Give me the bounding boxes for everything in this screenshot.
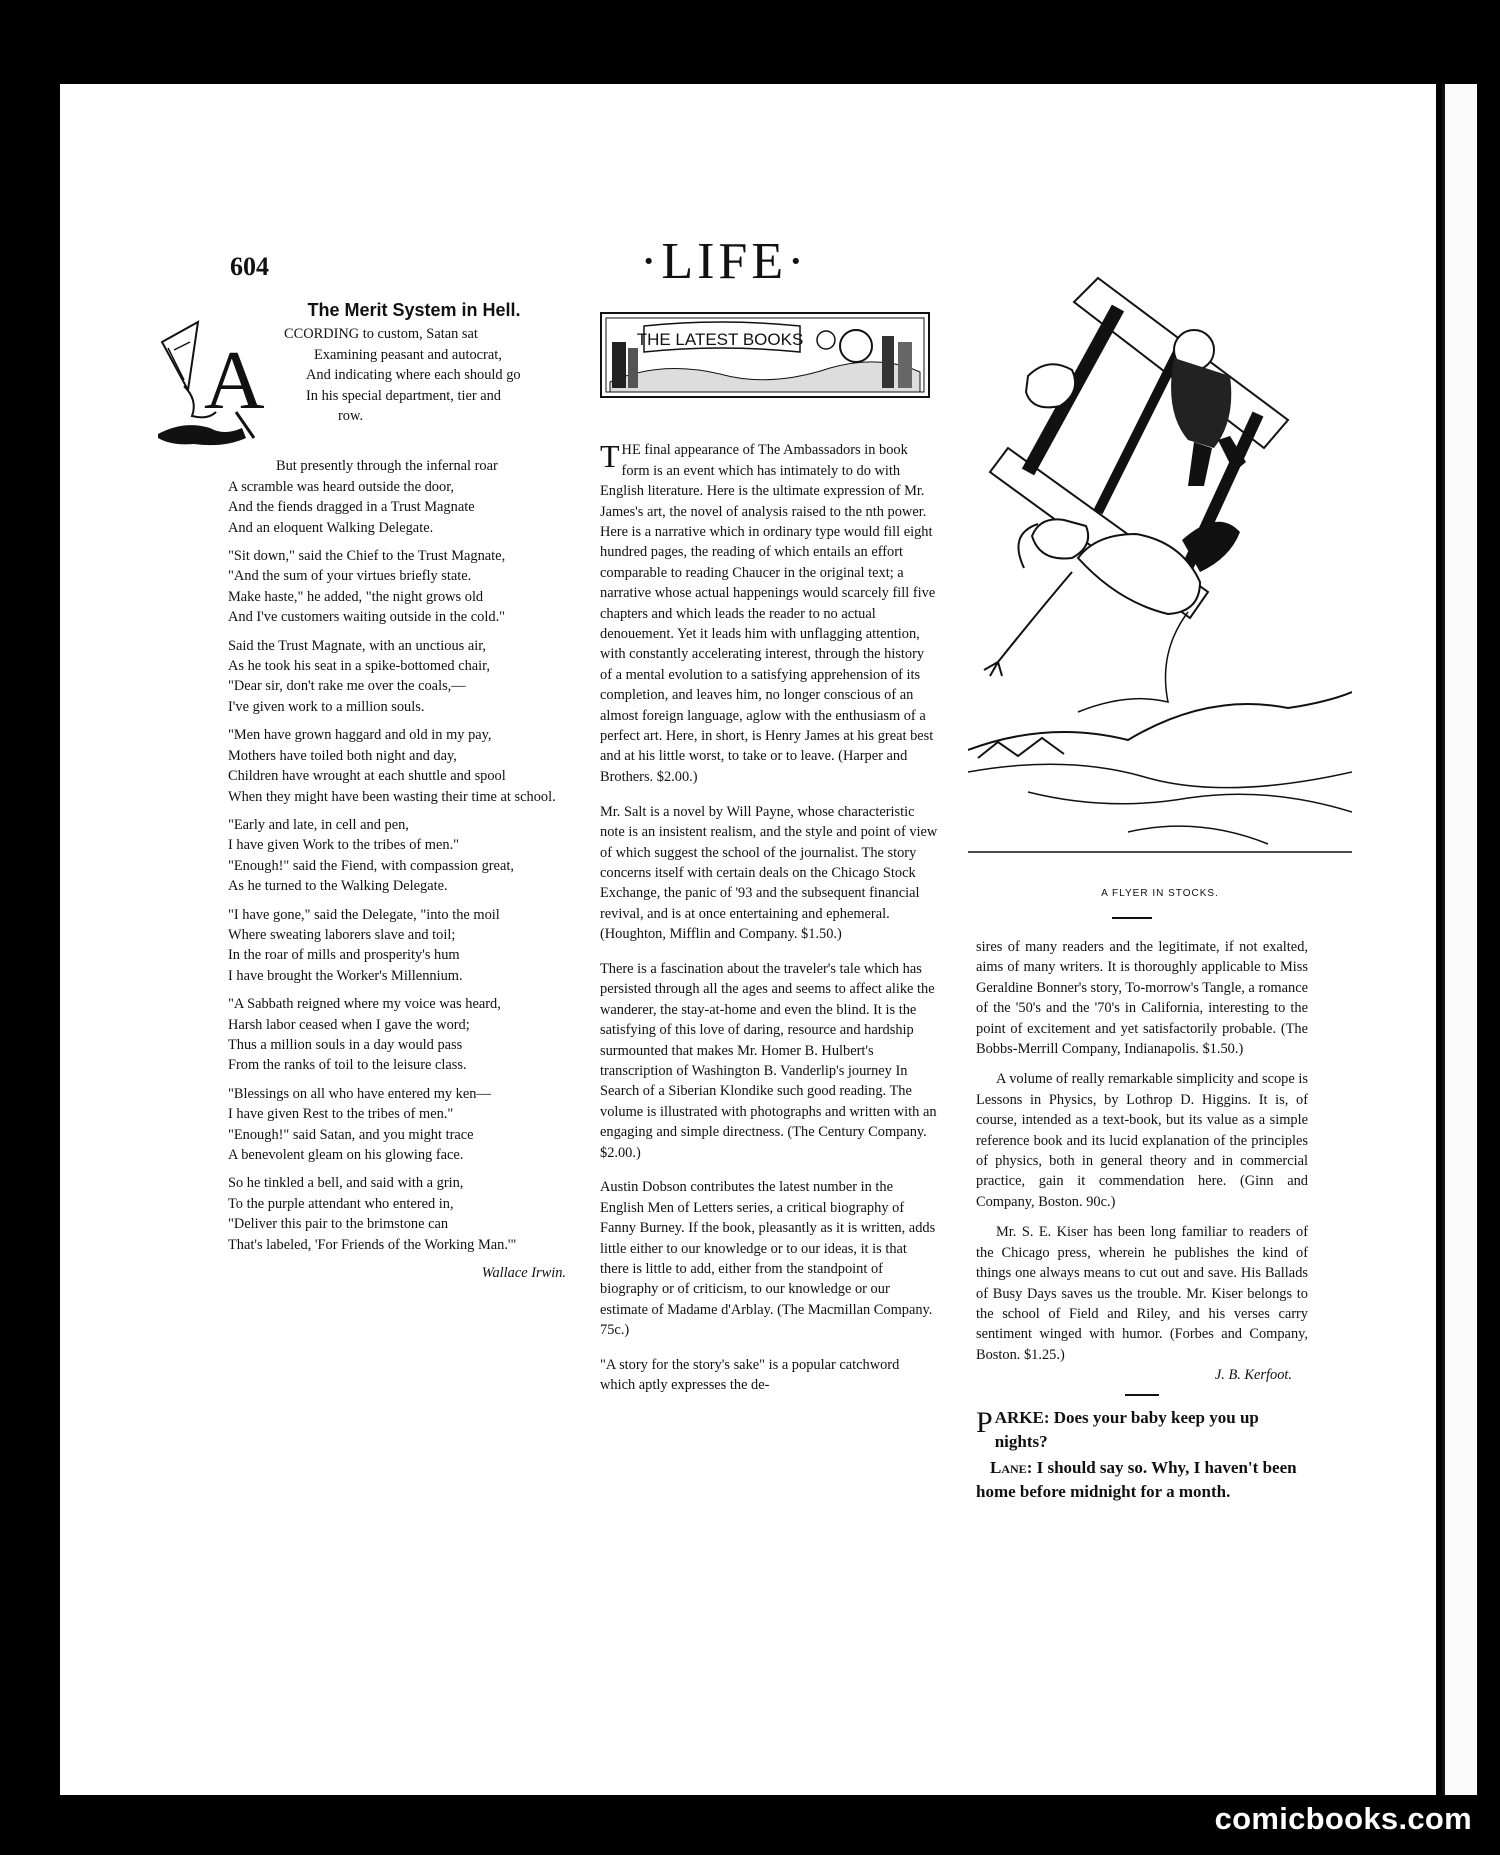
joke-question <box>976 1406 1308 1454</box>
poem-line: "Dear sir, don't rake me over the coals,— <box>228 678 466 695</box>
book-review: sires of many readers and the legitimate, if not exalted, aims of many writers. It is thoroughly applicable to Miss Geraldine Bonner's story, To-morrow's Tangle, a romance of the '50's and the '70's in California, interesting to the point of excitement and yet satisfactorily probable. (The Bobbs-Merrill Company, Indianapolis. $1.50.) <box>976 939 1308 1058</box>
flyer-in-stocks-illustration <box>968 272 1352 860</box>
poem-line: When they might have been wasting their time at school. <box>228 788 556 805</box>
book-review: There is a fascination about the traveler's tale which has persisted through all the ages and seems to affect alike the wanderer, the stay-at-home and even the blind. It is the satisfying of this love of daring, resource and hardship surmounted that makes Mr. Homer B. Hulbert's transcription of Washington B. Vanderlip's journey In Search of a Siberian Klondike such good reading. The volume is illustrated with photographs and written with an engaging and simple directness. (The Century Company. $2.00.) <box>600 960 937 1161</box>
review-text: HE final appearance of The Ambassadors in book form is an event which has intimately to do with English literature. Here is the ultimate expression of Mr. James's art, the novel of analysis raised to the nth power. Here is a narrative which in ordinary type would fill eight hundred pages, the reading of which entails an effort comparable to reading Chaucer in the original text; a narrative whose actual happenings would scarcely fill five chapters and which leads the reader to no actual denouement. Yet it leads him with unflagging attention, with constantly accelerating interest, through the history of a mental evolution to a satisfying apprehension of its completion, and leaves him, no longer conscious of an almost foreign language, aglow with the enthusiasm of a perfect art. Here, in short, is Henry James at his great best and at his little worst, to take or to leave. (Harper and Brothers. $2.00.) <box>600 442 936 785</box>
masthead: ·LIFE· <box>640 233 809 290</box>
poem-line: I have given Rest to the tribes of men." <box>228 1106 454 1123</box>
poem-line: As he took his seat in a spike-bottomed chair, <box>228 658 490 675</box>
joke-line: : I should say so. Why, I haven't been home before midnight for a month. <box>976 1457 1297 1501</box>
poem-line: "Enough!" said the Fiend, with compassion great, <box>228 857 514 874</box>
poem-author: Wallace Irwin. <box>481 1265 566 1282</box>
banner-title: THE LATEST BOOKS <box>636 330 804 349</box>
page-number: 604 <box>230 252 269 281</box>
poem-line: Thus a million souls in a day would pass <box>228 1036 463 1053</box>
poem-line: I have brought the Worker's Millennium. <box>228 967 463 984</box>
joke-speaker: ARKE <box>994 1407 1044 1427</box>
poem-line: To the purple attendant who entered in, <box>228 1195 454 1212</box>
poem-line: Mothers have toiled both night and day, <box>228 747 457 764</box>
poem-stanza <box>228 636 576 718</box>
poem-title: The Merit System in Hell. <box>307 300 521 320</box>
poem-line: "I have gone," said the Delegate, "into the moil <box>228 906 500 923</box>
poem-line: From the ranks of toil to the leisure class. <box>228 1057 467 1074</box>
watermark: comicbooks.com <box>1214 1801 1472 1836</box>
poem-stanza <box>228 1084 576 1166</box>
joke-speaker: Lane <box>990 1457 1027 1477</box>
poem-line: A benevolent gleam on his glowing face. <box>228 1147 464 1163</box>
poem-line: But presently through the infernal roar <box>276 458 498 475</box>
poem-line: "Enough!" said Satan, and you might trace <box>228 1126 474 1143</box>
books-column <box>600 426 938 1410</box>
poem-line: I have given Work to the tribes of men." <box>228 837 460 854</box>
joke-answer <box>976 1456 1308 1504</box>
latest-books-banner <box>600 312 930 398</box>
poem-line: Where sweating laborers slave and toil; <box>228 926 456 943</box>
poem-line: Children have wrought at each shuttle and spool <box>228 768 506 785</box>
reviewer-signature: J. B. Kerfoot. <box>1214 1367 1292 1384</box>
poem-opening <box>204 324 576 452</box>
poem-line: A scramble was heard outside the door, <box>228 478 455 495</box>
poem-stanza <box>228 994 576 1076</box>
poem-line: And an eloquent Walking Delegate. <box>228 519 434 536</box>
drop-cap-illustration <box>154 320 272 452</box>
caption-rule <box>1112 917 1152 919</box>
joke <box>976 1406 1308 1504</box>
book-review: A volume of really remarkable simplicity and scope is Lessons in Physics, by Lothrop D. Higgins. It is, of course, intended as a text-book, but its value as a simple reference book and its lucid explanation of the principles of physics, both in general theory and in commercial practice, gain it commendation here. (Ginn and Company, Boston. 90c.) <box>976 1071 1308 1210</box>
books-continued-column <box>976 937 1308 1506</box>
poem-stanza <box>228 1173 576 1255</box>
section-rule <box>1125 1394 1159 1396</box>
poem-line: Said the Trust Magnate, with an unctious air, <box>228 637 487 654</box>
poem-line: Make haste," he added, "the night grows old <box>228 588 484 605</box>
poem-stanza <box>228 905 576 987</box>
poem-stanzas <box>228 456 576 1255</box>
poem-line: As he turned to the Walking Delegate. <box>228 878 448 895</box>
poem-line: And indicating where each should go <box>306 367 521 384</box>
book-review: Austin Dobson contributes the latest number in the English Men of Letters series, a critical biography of Fanny Burney. If the book, pleasantly as it is written, adds little either to our knowledge or to our ideas, it is that there is little to add, either from the standpoint of biography or of criticism, to our knowledge or our estimate of Madame d'Arblay. (The Macmillan Company. 75c.) <box>600 1179 936 1339</box>
poem-line: "Deliver this pair to the brimstone can <box>228 1216 449 1233</box>
poem-stanza <box>228 725 576 807</box>
svg-text:A: A <box>204 334 265 428</box>
poem-column <box>204 300 576 1283</box>
poem-line: "Early and late, in cell and pen, <box>228 816 409 833</box>
poem-line: So he tinkled a bell, and said with a grin, <box>228 1175 464 1192</box>
poem-line: "Sit down," said the Chief to the Trust Magnate, <box>228 548 506 565</box>
poem-line: That's labeled, 'For Friends of the Working Man.'" <box>228 1236 517 1253</box>
poem-stanza <box>228 546 576 628</box>
poem-line: I've given work to a million souls. <box>228 698 425 715</box>
book-review: "A story for the story's sake" is a popular catchword which aptly expresses the de- <box>600 1357 900 1394</box>
opening-lines <box>278 324 576 426</box>
illustration-caption: A FLYER IN STOCKS. <box>1101 888 1219 899</box>
drop-cap-p: P <box>976 1405 993 1439</box>
book-review <box>600 440 938 787</box>
poem-line: Harsh labor ceased when I gave the word; <box>228 1016 470 1033</box>
book-review: Mr. Salt is a novel by Will Payne, whose characteristic note is an insistent realism, and the style and point of view of which suggest the school of the journalist. The story concerns itself with certain deals on the Chicago Stock Exchange, the panic of '93 and the subsequent financial revival, and is at once entertaining and ephemeral. (Houghton, Mifflin and Company. $1.50.) <box>600 803 938 943</box>
poem-line: Examining peasant and autocrat, <box>314 346 502 363</box>
drop-cap-t: T <box>600 438 620 475</box>
joke-line: : Does your baby keep you up nights? <box>994 1407 1259 1451</box>
poem-line: row. <box>338 408 364 425</box>
poem-stanza <box>228 456 576 538</box>
next-page-edge <box>1442 84 1477 1795</box>
poem-line: "Blessings on all who have entered my ken— <box>228 1085 491 1102</box>
poem-line: CCORDING to custom, Satan sat <box>284 326 478 343</box>
poem-stanza <box>228 815 576 897</box>
book-review: Mr. S. E. Kiser has been long familiar to readers of the Chicago press, wherein he publishes the kind of things one always means to cut out and save. His Ballads of Busy Days saves us the trouble. Mr. Kiser belongs to the school of Field and Riley, and his verses carry sentiment winged with humor. (Forbes and Company, Boston. $1.25.) <box>976 1224 1308 1363</box>
poem-line: In his special department, tier and <box>306 387 502 404</box>
poem-line: "A Sabbath reigned where my voice was heard, <box>228 996 501 1013</box>
poem-line: "Men have grown haggard and old in my pay, <box>228 727 492 744</box>
poem-line: In the roar of mills and prosperity's hum <box>228 947 460 964</box>
poem-line: And the fiends dragged in a Trust Magnate <box>228 499 475 516</box>
poem-line: And I've customers waiting outside in the cold." <box>228 609 506 626</box>
poem-line: "And the sum of your virtues briefly state. <box>228 568 472 585</box>
